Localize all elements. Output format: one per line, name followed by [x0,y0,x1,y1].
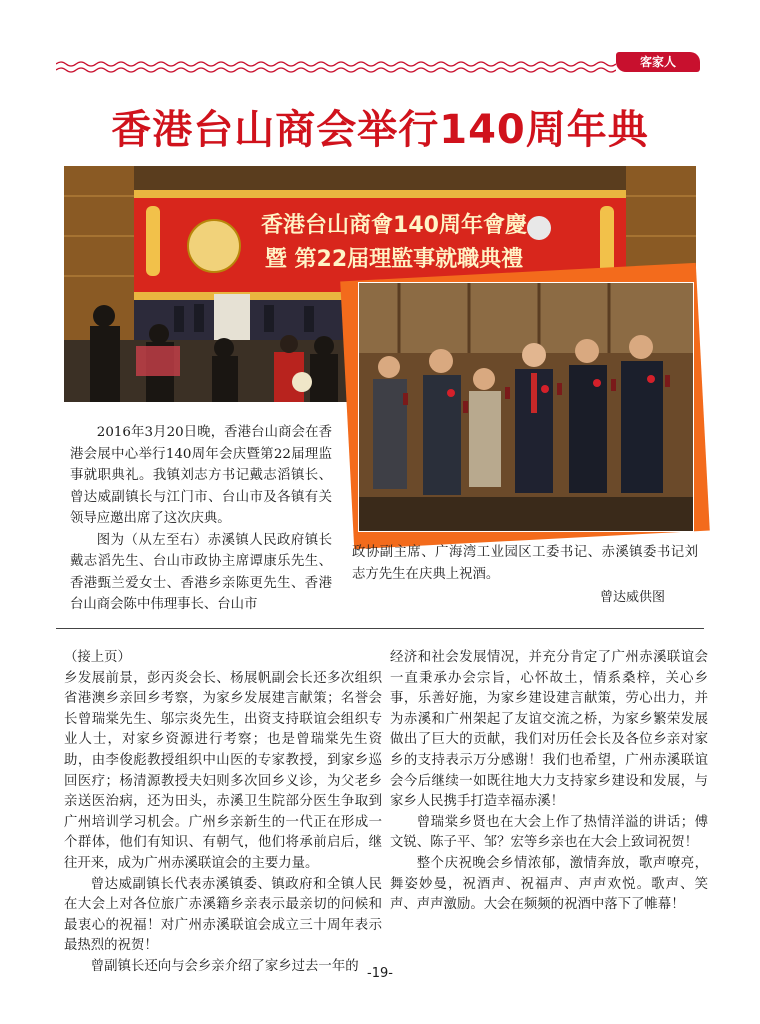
body-paragraph: 整个庆祝晚会乡情浓郁，激情奔放，歌声嘹亮，舞姿妙曼，祝酒声、祝福声、声声欢悦。歌声、笑声、声声激励。大会在频频的祝酒中落下了帷幕！ [390,855,708,913]
photo-caption [70,422,332,616]
body-paragraph: 曾副镇长还向与会乡亲介绍了家乡过去一年的 [90,958,359,974]
page-number: -19- [367,966,393,981]
body-paragraph: 曾瑞棠乡贤也在大会上作了热情洋溢的讲话；傅文锐、陈子平、邹？宏等乡亲也在大会上致词祝贺！ [390,814,708,851]
toast-photo [358,282,694,532]
caption-paragraph-2: 图为（从左至右）赤溪镇人民政府镇长戴志滔先生、台山市政协主席谭康乐先生、香港甄兰爱女士、香港乡亲陈更先生、香港台山商会陈中伟理事长、台山市 [70,532,332,612]
header-wavy-rule [56,60,616,74]
banner-line2: 暨 第22届理監事就職典禮 [264,247,524,272]
caption-paragraph-1: 2016年3月20日晚，香港台山商会在香港会展中心举行140周年会庆暨第22届理监事就职典礼。我镇刘志方书记戴志滔镇长、曾达威副镇长与江门市、台山市及各镇有关领导应邀出席了这次庆典。 [70,425,332,526]
body-paragraph: 曾达威副镇长代表赤溪镇委、镇政府和全镇人民在大会上对各位旅广赤溪籍乡亲表示最亲切的问候和最衷心的祝福！对广州赤溪联谊会成立三十周年表示最热烈的祝贺！ [64,876,382,954]
photo-credit: 曾达威供图 [600,590,666,605]
body-column-right [390,648,708,916]
article-title: 香港台山商会举行140周年典 [111,107,649,153]
caption-continued: 政协副主席、广海湾工业园区工委书记、赤溪镇委书记刘志方先生在庆典上祝酒。 [352,545,698,582]
section-badge: 客家人 [616,52,700,72]
body-paragraph: 经济和社会发展情况，并充分肯定了广州赤溪联谊会一直秉承办会宗旨，心怀故土，情系桑梓，关心乡事，乐善好施，为家乡建设建言献策，劳心出力，并为赤溪和广州架起了友谊交流之桥，为家乡繁荣发展做出了巨大的贡献，我们对历任会长及各位乡亲对家乡的支持表示万分感谢！我们也希望，广州赤溪联谊会今后继续一如既往地大力支持家乡建设和发展，与家乡人民携手打造幸福赤溪！ [390,650,708,810]
body-paragraph: 乡发展前景，彭丙炎会长、杨展帆副会长还多次组织省港澳乡亲回乡考察，为家乡发展建言献策；名誉会长曾瑞棠先生、邬宗炎先生，出资支持联谊会组织专业人士，对家乡资源进行考察；也是曾瑞棠先生资助，由李俊彪教授组织中山医的专家教授，到家乡巡回医疗；杨清源教授夫妇则多次回乡义诊，为父老乡亲送医治病，还为田头，赤溪卫生院部分医生争取到广州培训学习机会。广州乡亲新生的一代正在形成一个群体，他们有知识、有朝气，他们将承前启后，继往开来，成为广州赤溪联谊会的主要力量。 [64,670,382,871]
body-column-left [64,648,382,978]
section-divider [56,628,704,629]
continued-label: （接上页） [64,650,131,665]
banner-line1: 香港台山商會140周年會慶 [261,213,527,238]
